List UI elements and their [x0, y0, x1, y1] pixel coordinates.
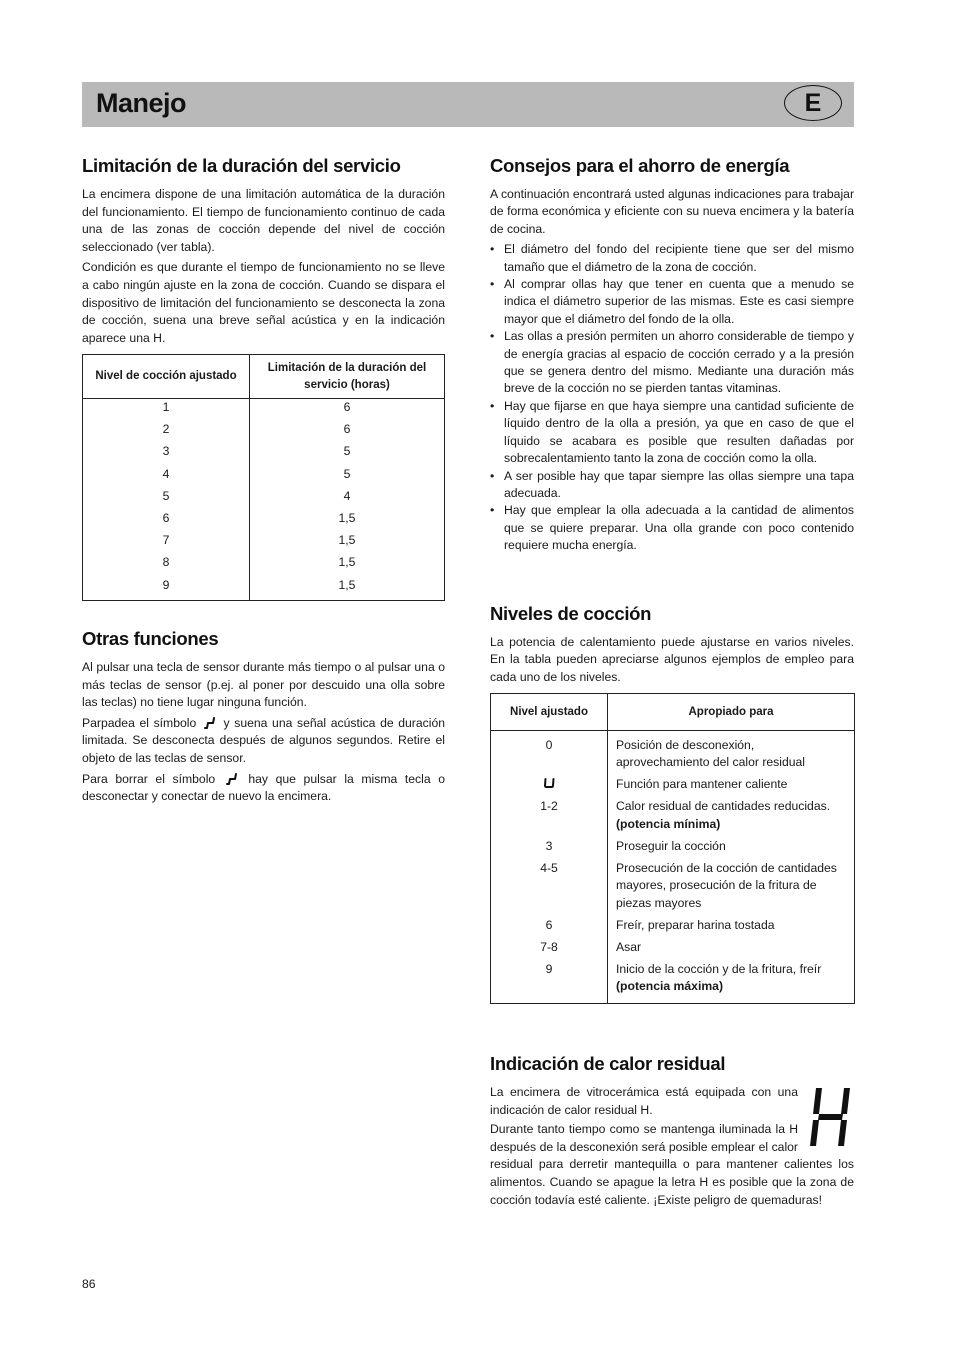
table-row [491, 858, 855, 915]
section-title-cooking-levels: Niveles de cocción [490, 603, 652, 624]
section-title-duration: Limitación de la duración del servicio [82, 155, 401, 176]
levels-table-wrapper [490, 693, 854, 1004]
residual-heat-h-symbol-icon [808, 1084, 854, 1150]
table-cell-level: 9 [83, 574, 250, 600]
table-cell-use [608, 836, 855, 858]
table-row [491, 936, 855, 958]
table-row [83, 399, 445, 419]
section-duration-limit [82, 155, 445, 347]
levels-table [490, 693, 855, 1004]
energy-tips-list [490, 241, 854, 554]
use-text: Inicio de la cocción y de la fritura, freír [616, 961, 822, 976]
table-row [83, 485, 445, 507]
table-row [83, 441, 445, 463]
levels-table-header-use: Apropiado para [608, 694, 855, 731]
section-title-residual-heat: Indicación de calor residual [490, 1053, 726, 1074]
section-title-energy-saving: Consejos para el ahorro de energía [490, 155, 790, 176]
table-cell-level: 7 [83, 530, 250, 552]
table-cell-hours: 1,5 [250, 552, 445, 574]
sensor-blocked-symbol-icon [203, 716, 217, 730]
table-cell-level: 1 [83, 399, 250, 419]
use-text: Proseguir la cocción [616, 838, 726, 853]
page-number: 86 [82, 1277, 96, 1291]
duration-paragraph-1: La encimera dispone de una limitación automática de la duración del funcionamiento. El tiempo de funcionamiento continuo de cada una de las zonas de cocción depende del nivel de cocción seleccionado (ver tabla). [82, 187, 445, 254]
table-row [83, 574, 445, 600]
table-row [491, 914, 855, 936]
table-cell-hours: 6 [250, 419, 445, 441]
duration-table-header-hours: Limitación de la duración del servicio (horas) [250, 355, 445, 399]
table-cell-level: 4-5 [491, 858, 608, 915]
power-note: (potencia máxima) [616, 979, 724, 994]
table-cell-hours: 5 [250, 463, 445, 485]
use-text: Freír, preparar harina tostada [616, 917, 775, 932]
section-title-other-functions: Otras funciones [82, 628, 219, 649]
table-row [83, 552, 445, 574]
other-paragraph-2-start: Parpadea el símbolo [82, 715, 197, 730]
table-cell-use [608, 936, 855, 958]
table-cell-level: 7-8 [491, 936, 608, 958]
table-row [83, 419, 445, 441]
other-paragraph-3-end: hay que pulsar la misma tecla o desconectar y conectar de nuevo la encimera. [82, 771, 445, 804]
page-title: Manejo [96, 88, 187, 118]
table-cell-use [608, 774, 855, 796]
table-cell-use [608, 858, 855, 915]
header-bar [82, 82, 854, 127]
table-cell-use [608, 958, 855, 1004]
other-paragraph-3-start: Para borrar el símbolo [82, 771, 216, 786]
table-cell-hours: 6 [250, 399, 445, 419]
table-cell-level: 0 [491, 731, 608, 775]
table-cell-level: 6 [83, 507, 250, 529]
use-text: Prosecución de la cocción de cantidades mayores, prosecución de la fritura de piezas mayores [616, 860, 837, 910]
section-residual-heat [490, 1053, 854, 1209]
table-cell-level: 3 [491, 836, 608, 858]
table-cell-use [608, 731, 855, 775]
duration-table-wrapper [82, 354, 445, 601]
keep-warm-symbol-icon [543, 777, 555, 789]
other-paragraph-2-end: y suena una señal acústica de duración limitada. Se desconecta después de algunos segundos. Retire el objeto de las teclas de sensor. [82, 715, 446, 765]
use-text: Calor residual de cantidades reducidas. [616, 799, 831, 814]
list-item: • Hay que fijarse en que haya siempre una cantidad suficiente de líquido dentro de la olla a presión, ya que en caso de que el líquido se acabara es posible que resulten dañadas por sobrecalentamiento tanto la zona de cocción como la olla. [490, 398, 854, 468]
duration-table-header-level: Nivel de cocción ajustado [83, 355, 250, 399]
list-item: • Al comprar ollas hay que tener en cuenta que a menudo se indica el diámetro superior de las mismas. Este es casi siempre mayor que el diámetro del fondo de la olla. [490, 276, 854, 328]
table-cell-hours: 1,5 [250, 507, 445, 529]
residual-body [490, 1084, 854, 1209]
table-cell-use [608, 914, 855, 936]
table-cell-level: 9 [491, 958, 608, 1004]
table-row [83, 463, 445, 485]
table-cell-level: 8 [83, 552, 250, 574]
table-cell-level: 3 [83, 441, 250, 463]
list-item: • A ser posible hay que tapar siempre las ollas siempre una tapa adecuada. [490, 468, 854, 503]
levels-table-body [491, 731, 855, 1004]
duration-paragraph-2: Condición es que durante el tiempo de funcionamiento no se lleve a cabo ningún ajuste en la zona de cocción. Cuando se dispara el dispositivo de limitación del funcionamiento se desconecta la zona de cocción, suena una breve señal acústica y en la indicación aparece una H. [82, 260, 445, 345]
language-badge: E [784, 85, 842, 121]
table-row [83, 530, 445, 552]
residual-paragraph-2: Durante tanto tiempo como se mantenga iluminada la H después de la desconexión será posible emplear el calor residual para derretir mantequilla o para mantener calientes los alimentos. Cuando se apague la letra H es posible que la zona de cocción todavía esté caliente. ¡Existe peligro de quemaduras! [490, 1122, 854, 1207]
table-cell-level: 2 [83, 419, 250, 441]
table-cell-level: 5 [83, 485, 250, 507]
table-cell-hours: 5 [250, 441, 445, 463]
other-paragraph-3 [82, 771, 445, 806]
section-energy-saving [490, 155, 854, 555]
table-row [491, 836, 855, 858]
table-cell-level: 4 [83, 463, 250, 485]
table-cell-level: 1-2 [491, 796, 608, 835]
table-row [491, 731, 855, 775]
list-item: • El diámetro del fondo del recipiente tiene que ser del mismo tamaño que el diámetro de la zona de cocción. [490, 241, 854, 276]
other-paragraph-1: Al pulsar una tecla de sensor durante más tiempo o al pulsar una o más teclas de sensor (p.ej. al poner por descuido una olla sobre las teclas) no tiene lugar ninguna función. [82, 660, 445, 710]
table-cell-use [608, 796, 855, 835]
list-item: • Hay que emplear la olla adecuada a la cantidad de alimentos que se quiere preparar. Una olla grande con poco contenido requiere mucha energía. [490, 502, 854, 554]
table-cell-level [491, 774, 608, 796]
section-cooking-levels [490, 603, 854, 686]
table-cell-hours: 4 [250, 485, 445, 507]
duration-table-body [83, 399, 445, 601]
table-row [491, 796, 855, 835]
energy-intro: A continuación encontrará usted algunas indicaciones para trabajar de forma económica y eficiente con su nueva encimera y la batería de cocina. [490, 187, 854, 236]
use-text: Posición de desconexión, aprovechamiento del calor residual [616, 738, 806, 770]
other-paragraph-2 [82, 715, 445, 768]
duration-table [82, 354, 445, 601]
levels-table-header-level: Nivel ajustado [491, 694, 608, 731]
section-other-functions [82, 628, 445, 806]
power-note: (potencia mínima) [616, 816, 721, 831]
sensor-blocked-symbol-icon [225, 772, 239, 786]
table-cell-hours: 1,5 [250, 530, 445, 552]
use-text: Función para mantener caliente [616, 777, 788, 792]
levels-intro: La potencia de calentamiento puede ajustarse en varios niveles. En la tabla pueden apreciarse algunos ejemplos de empleo para cada uno de los niveles. [490, 635, 854, 684]
table-cell-hours: 1,5 [250, 574, 445, 600]
use-text: Asar [616, 939, 642, 954]
table-row [491, 774, 855, 796]
list-item: • Las ollas a presión permiten un ahorro considerable de tiempo y de energía gracias al espacio de cocción cerrado y a la presión que se genera dentro del mismo. Mediante una duración más breve de la cocción no se pierden tantas vitaminas. [490, 328, 854, 398]
table-row [83, 507, 445, 529]
residual-paragraph-1: La encimera de vitrocerámica está equipada con una indicación de calor residual H. [490, 1085, 798, 1117]
table-cell-level: 6 [491, 914, 608, 936]
table-row [491, 958, 855, 1004]
